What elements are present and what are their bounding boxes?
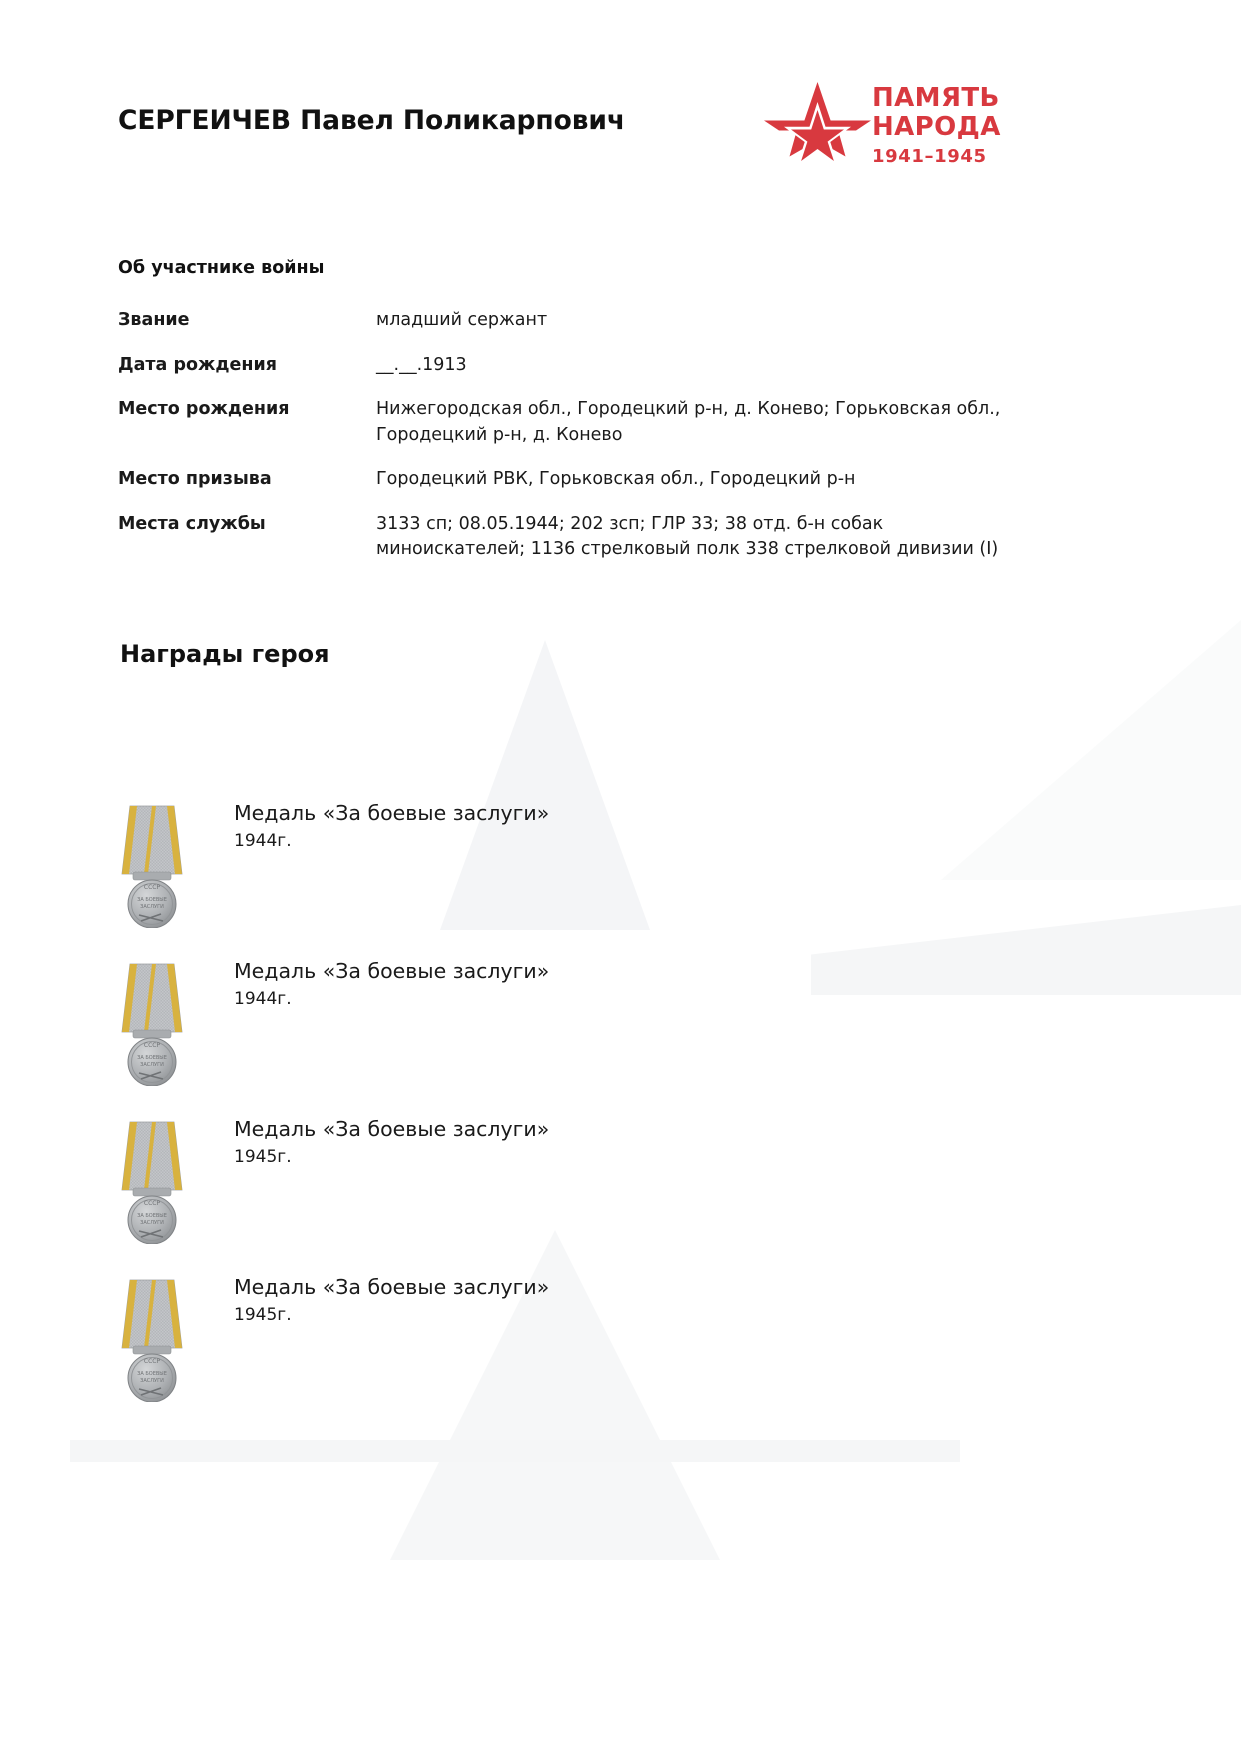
awards-section-title: Награды героя xyxy=(120,640,330,668)
list-item xyxy=(108,782,1008,940)
svg-text:ЗА БОЕВЫЕ: ЗА БОЕВЫЕ xyxy=(137,1213,167,1219)
svg-text:ЗА БОЕВЫЕ: ЗА БОЕВЫЕ xyxy=(137,1371,167,1377)
table-row xyxy=(118,397,1008,467)
about-section-title: Об участнике войны xyxy=(118,258,325,278)
award-info xyxy=(234,1116,549,1169)
pamyat-naroda-logo xyxy=(760,72,1001,182)
svg-text:ЗА БОЕВЫЕ: ЗА БОЕВЫЕ xyxy=(137,1055,167,1061)
award-year: 1945г. xyxy=(234,1147,292,1167)
table-row xyxy=(118,308,1008,353)
logo-line-1: ПАМЯТЬ xyxy=(872,83,1000,113)
award-name: Медаль «За боевые заслуги» xyxy=(234,959,550,983)
svg-text:СССР: СССР xyxy=(143,1358,161,1365)
info-label-birth-place: Место рождения xyxy=(118,399,290,419)
info-label-service-places: Места службы xyxy=(118,513,266,534)
award-year: 1945г. xyxy=(234,1305,292,1325)
logo-wordmark xyxy=(872,84,1002,167)
logo-line-2: НАРОДА xyxy=(872,112,1001,142)
svg-text:СССР: СССР xyxy=(143,1200,161,1207)
award-info xyxy=(234,800,549,853)
info-label-draft-place: Место призыва xyxy=(118,469,272,489)
award-year: 1944г. xyxy=(234,831,292,851)
medal-icon xyxy=(114,788,190,928)
page-header xyxy=(0,0,1241,210)
table-row xyxy=(118,353,1008,398)
list-item xyxy=(108,940,1008,1098)
about-participant-section xyxy=(118,258,1018,563)
award-year: 1944г. xyxy=(234,989,292,1009)
svg-text:ЗАСЛУГИ: ЗАСЛУГИ xyxy=(140,904,164,910)
table-row xyxy=(118,467,1008,512)
award-info xyxy=(234,1274,549,1327)
awards-list xyxy=(108,782,1008,1414)
table-row xyxy=(118,512,1008,563)
svg-text:СССР: СССР xyxy=(143,1042,161,1049)
svg-text:ЗАСЛУГИ: ЗАСЛУГИ xyxy=(140,1062,164,1068)
info-value-draft-place: Городецкий РВК, Горьковская обл., Городецкий р-н xyxy=(376,469,856,489)
red-star-icon xyxy=(760,80,875,185)
award-name: Медаль «За боевые заслуги» xyxy=(234,1275,550,1299)
participant-info-table xyxy=(118,308,1008,563)
svg-text:СССР: СССР xyxy=(143,884,161,891)
award-info xyxy=(234,958,549,1011)
info-label-birth-date: Дата рождения xyxy=(118,354,277,375)
medal-icon xyxy=(114,946,190,1086)
list-item xyxy=(108,1098,1008,1256)
medal-icon xyxy=(114,1262,190,1402)
info-value-service-places: 3133 сп; 08.05.1944; 202 зсп; ГЛР 33; 38 отд. б-н собак миноискателей; 1136 стрелковый полк 338 стрелковой дивизии (I) xyxy=(376,513,999,559)
list-item xyxy=(108,1256,1008,1414)
info-value-birth-date: __.__.1913 xyxy=(376,354,467,375)
logo-years: 1941–1945 xyxy=(872,146,987,167)
medal-icon xyxy=(114,1104,190,1244)
svg-text:ЗАСЛУГИ: ЗАСЛУГИ xyxy=(140,1220,164,1226)
award-name: Медаль «За боевые заслуги» xyxy=(234,801,550,825)
info-value-rank: младший сержант xyxy=(376,310,548,330)
watermark-shape-bar xyxy=(70,1440,960,1462)
page-title: СЕРГЕИЧЕВ Павел Поликарпович xyxy=(118,105,625,136)
info-value-birth-place: Нижегородская обл., Городецкий р-н, д. Конево; Горьковская обл., Городецкий р-н, д. Конево xyxy=(376,399,1001,445)
award-name: Медаль «За боевые заслуги» xyxy=(234,1117,550,1141)
svg-text:ЗА БОЕВЫЕ: ЗА БОЕВЫЕ xyxy=(137,897,167,903)
svg-text:ЗАСЛУГИ: ЗАСЛУГИ xyxy=(140,1378,164,1384)
info-label-rank: Звание xyxy=(118,310,190,330)
